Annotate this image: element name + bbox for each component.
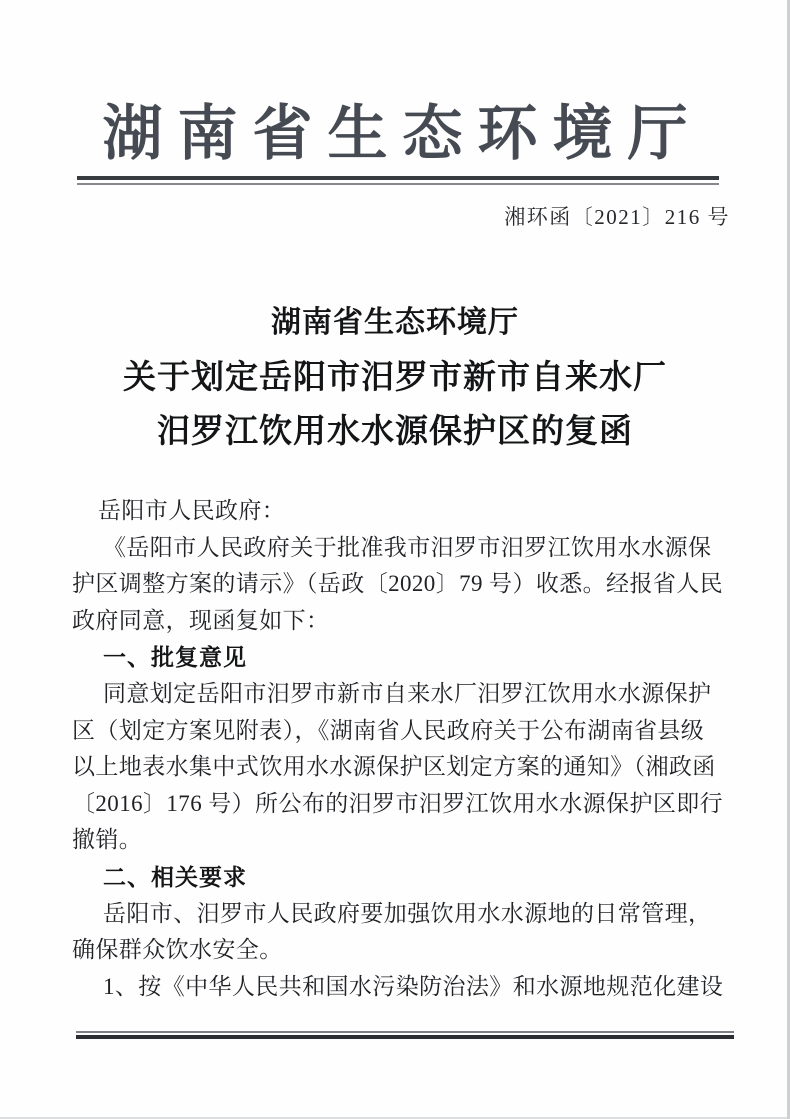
document-title [0,296,790,458]
body-line: 政府同意，现函复如下： [72,607,330,633]
body-line: 〔2016〕176 号）所公布的汨罗市汨罗江饮用水水源保护区即行 [72,790,724,816]
letter-body [72,493,724,1005]
body-line: 同意划定岳阳市汨罗市新市自来水厂汨罗江饮用水水源保护 [103,680,712,706]
section-heading-2: 二、相关要求 [103,863,247,890]
agency-masthead: 湖南省生态环境厅 [102,101,703,167]
body-line: 撤销。 [72,827,143,853]
body-line: 《岳阳市人民政府关于批准我市汨罗市汨罗江饮用水水源保 [103,534,712,560]
document-title-line-1: 湖南省生态环境厅 [271,306,519,339]
document-title-line-2: 关于划定岳阳市汨罗市新市自来水厂 [123,358,667,395]
body-line: 以上地表水集中式饮用水水源保护区划定方案的通知》（湘政函 [72,754,716,780]
footer-double-rule [76,1031,734,1039]
body-line: 岳阳市、汨罗市人民政府要加强饮用水水源地的日常管理， [103,900,712,926]
body-line: 1、按《中华人民共和国水污染防治法》和水源地规范化建设 [103,973,724,999]
masthead-double-rule [77,176,719,185]
body-line: 护区调整方案的请示》（岳政〔2020〕79 号）收悉。经报省人民 [72,571,724,597]
body-line: 区（划定方案见附表），《湖南省人民政府关于公布湖南省县级 [72,717,705,743]
section-heading-1: 一、批复意见 [103,644,247,671]
document-title-line-3: 汨罗江饮用水水源保护区的复函 [157,412,633,449]
salutation: 岳阳市人民政府： [98,498,286,523]
document-reference-number: 湘环函〔2021〕216 号 [504,205,730,229]
body-line: 确保群众饮水安全。 [72,937,283,963]
